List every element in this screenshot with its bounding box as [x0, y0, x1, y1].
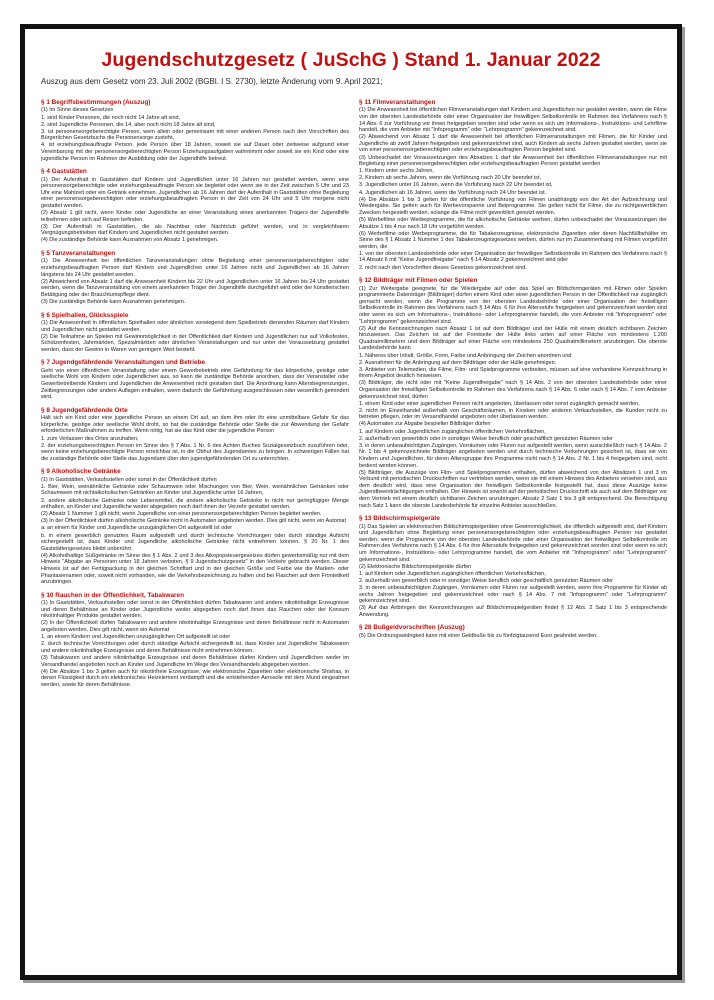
section-paragraph: (5) Bildträger, die Auszüge von Film- und Spielprogrammen enthalten, dürfen abweichend von den Absätzen 1 und 3 im Verbund mit periodischen Druckschriften nur vertrieben werden, wenn sie mit einem Hinweis des Anbieters versehen sind, aus dem deutlich wird, dass eine Organisation der freiwilligen Selbstkontrolle festgestellt hat, dass diese Auszüge keine Jugendbeeinträchtigungen enthalten. Der Hinweis ist sowohl auf der periodischen Druckschrift als auch auf dem Bildträger vor dem Vertrieb mit einem deutlich sichtbaren Zeichen anzubringen. Absatz 2 Satz 1 bis 3 gilt entsprechend. Die Berechtigung nach Satz 1 kann die oberste Landesbehörde für einzelne Anbieter ausschließen. [359, 469, 667, 509]
section-paragraph: 2. andere alkoholische Getränke oder Lebensmittel, die andere alkoholische Getränke in nicht nur geringfügiger Menge enthalten, an Kinder und Jugendliche weder abgegeben noch darf ihnen der Verzehr gestattet werden. [41, 497, 349, 511]
section-paragraph: (2) Abweichend von Absatz 1 darf die Anwesenheit Kindern bis 22 Uhr und Jugendlichen unter 16 Jahren bis 24 Uhr gestattet werden, wenn die Tanzveranstaltung von einem anerkannten Träger der Jugendhilfe durchgeführt wird oder der künstlerischen Betätigung oder der Brauchtumspflege dient. [41, 278, 349, 298]
section-paragraph: Hält sich ein Kind oder eine jugendliche Person an einem Ort auf, an dem ihm oder ihr eine unmittelbare Gefahr für das körperliche, geistige oder seelische Wohl droht, so hat die zuständige Behörde oder Stelle die zur Abwendung der Gefahr erforderlichen Maßnahmen zu treffen. Wenn nötig, hat sie das Kind oder die jugendliche Person [41, 415, 349, 435]
poster-title: Jugendschutzgesetz ( JuSchG ) Stand 1. Januar 2022 [101, 49, 601, 71]
text-columns [41, 99, 667, 969]
law-section [41, 592, 349, 689]
section-heading: § 1 Begriffsbestimmungen (Auszug) [41, 99, 151, 106]
section-paragraph: (1) Die Anwesenheit bei öffentlichen Filmveranstaltungen darf Kindern und Jugendlichen nur gestattet werden, wenn die Filme von der obersten Landesbehörde oder einer Organisation der freiwilligen Selbstkontrolle im Rahmen des Verfahrens nach § 14 Abs. 6 zur Vorführung vor ihnen freigegeben worden sind oder wenn es sich um Informations-, Instruktions- und Lehrfilme handelt, die vom Anbieter mit "Infoprogramm" oder "Lehrprogramm" gekennzeichnet sind. [359, 107, 667, 134]
section-paragraph: 4. Jugendlichen ab 16 Jahren, wenn die Vorführung nach 24 Uhr beendet ist. [359, 189, 547, 196]
section-paragraph: 2. durch technische Vorrichtungen oder durch ständige Aufsicht sichergestellt ist, dass Kinder und Jugendliche Tabakwaren und andere nikotinhaltige Erzeugnisse und deren Behältnisse nicht entnehmen können. [41, 641, 349, 654]
section-paragraph: (1) In Gaststätten, Verkaufsstellen oder sonst in der Öffentlichkeit dürfen [41, 476, 217, 483]
section-paragraph: (3) Der Aufenthalt in Gaststätten, die als Nachtbar oder Nachtclub geführt werden, und in vergleichbaren Vergnügungsbetrieben darf Kindern und Jugendlichen nicht gestattet werden. [41, 223, 349, 237]
section-paragraph: 1. auf Kindern oder Jugendlichen zugänglichen öffentlichen Verkehrsflächen, [359, 428, 546, 435]
section-paragraph: 3. in deren unbeaufsichtigten Zugängen, Vorräumen oder Fluren nur aufgestellt werden, wenn ihre Programme für Kinder ab sechs Jahren freigegeben und gekennzeichnet oder nach § 14 Abs. 7 mit "Infoprogramm" oder "Lehrprogramm" gekennzeichnet sind. [359, 584, 667, 605]
section-paragraph: 3. in deren unbeaufsichtigten Zugängen, Vorräumen oder Fluren nur aufgestellt werden, wenn ausschließlich nach § 14 Abs. 2 Nr. 1 bis 4 gekennzeichnete Bildträger angeboten werden und durch technische Vorkehrungen gesichert ist, dass sie von Kindern und Jugendlichen, für deren Altersgruppe ihre Programme nicht nach § 14 Abs. 2 Nr. 1 bis 4 freigegeben sind, nicht bedient werden können. [359, 442, 667, 469]
section-paragraph: (1) Die Anwesenheit bei öffentlichen Tanzveranstaltungen ohne Begleitung einer personensorgeberechtigten oder erziehungsbeauftragten Person darf Kindern und Jugendlichen unter 16 Jahren nicht und Jugendlichen ab 16 Jahren längstens bis 24 Uhr gestattet werden. [41, 258, 349, 278]
section-paragraph: (4) Alkoholhaltige Süßgetränke im Sinne des § 1 Abs. 2 und 3 des Alkopopsteuergesetzes dürfen gewerbsmäßig nur mit dem Hinweis "Abgabe an Personen unter 18 Jahren verboten, § 9 Jugendschutzgesetz" in den Verkehr gebracht werden. Dieser Hinweis ist auf der Fertigpackung in der gleichen Schriftart und in der gleichen Größe und Farbe wie die Marken- oder Phantasienamen oder, soweit nicht vorhanden, wie die Verkehrsbezeichnung zu halten und bei Flaschen auf dem Frontetikett anzubringen. [41, 552, 349, 586]
law-section [359, 277, 667, 509]
law-section [41, 99, 349, 162]
section-heading: § 28 Bußgeldvorschriften (Auszug) [359, 624, 465, 632]
law-section [41, 468, 349, 585]
section-paragraph: (2) Abweichend von Absatz 1 darf die Anwesenheit bei öffentlichen Filmveranstaltungen mit Filmen, die für Kinder und Jugendliche ab zwölf Jahren freigegeben und gekennzeichnet sind, auch Kindern ab sechs Jahren gestattet werden, wenn sie von einer personensorgeberechtigten oder erziehungsbeauftragten Person begleitet sind. [359, 134, 667, 154]
section-paragraph: (1) Zur Weitergabe geeignete, für die Wiedergabe auf oder das Spiel an Bildschirmgeräten mit Filmen oder Spielen programmierte Datenträger (Bildträger) dürfen einem Kind oder einer jugendlichen Person in der Öffentlichkeit nur zugänglich gemacht werden, wenn die Programme von der obersten Landesbehörde oder einer Organisation der freiwilligen Selbstkontrolle im Rahmen des Verfahrens nach § 14 Abs. 6 für ihre Altersstufe freigegeben und gekennzeichnet worden sind oder wenn es sich um Informations-, Instruktions- oder Lehrprogramme handelt, die vom Anbieter mit "Infoprogramm" oder "Lehrprogramm" gekennzeichnet sind. [359, 285, 667, 325]
section-paragraph: (5) Die Ordnungswidrigkeit kann mit einer Geldbuße bis zu fünfzigtausend Euro geahndet werden. [359, 632, 598, 639]
section-paragraph: (1) Im Sinne dieses Gesetzes [41, 107, 114, 114]
section-heading: § 6 Spielhallen, Glücksspiele [41, 311, 129, 319]
section-paragraph: (4) Die Absätze 1 bis 3 gelten auch für nikotinfreie Erzeugnisse, wie elektronische Zigaretten oder elektronische Shishas, in denen Flüssigkeit durch ein elektronisches Heizelement verdampft und die entstehenden Aerosole mit dem Mund eingeatmet werden, sowie für deren Behältnisse. [41, 668, 349, 688]
left-column [41, 99, 349, 969]
section-paragraph: (3) Auf das Anbringen der Kennzeichnungen auf Bildschirmspielgeräten findet § 12 Abs. 2 Satz 1 bis 3 entsprechende Anwendung. [359, 605, 667, 618]
section-paragraph: (1) Die Anwesenheit in öffentlichen Spielhallen oder ähnlichen vorwiegend dem Spielbetrieb dienenden Räumen darf Kindern und Jugendlichen nicht gestattet werden. [41, 319, 349, 333]
section-paragraph: (1) Das Spielen an elektronischen Bildschirmspielgeräten ohne Gewinnmöglichkeit, die öffentlich aufgestellt sind, darf Kindern und Jugendlichen ohne Begleitung einer personensorgeberechtigten oder erziehungsbeauftragten Person nur gestattet werden, wenn die Programme von der obersten Landesbehörde oder einer Organisation der freiwilligen Selbstkontrolle im Rahmen des Verfahrens nach § 14 Abs. 6 für ihre Altersstufe freigegeben und gekennzeichnet worden sind oder wenn es sich um Informations-, Instruktions- oder Lehrprogramme handelt, die vom Anbieter mit "Infoprogramm" oder "Lehrprogramm" gekennzeichnet sind. [359, 523, 667, 563]
section-paragraph: 2. nicht nach den Vorschriften dieses Gesetzes gekennzeichnet sind. [359, 264, 527, 271]
section-paragraph: (2) Die Teilnahme an Spielen mit Gewinnmöglichkeit in der Öffentlichkeit darf Kindern und Jugendlichen nur auf Volksfesten, Schützenfesten, Jahrmärkten, Spezialmärkten oder ähnlichen Veranstaltungen und nur unter der Voraussetzung gestattet werden, dass der Gewinn in Waren von geringem Wert besteht. [41, 333, 349, 353]
right-column [359, 99, 667, 969]
section-paragraph: (5) Werbefilme oder Werbeprogramme, die für alkoholische Getränke werben, dürfen unbeschadet der Voraussetzungen der Absätze 1 bis 4 nur nach 18 Uhr vorgeführt werden. [359, 216, 667, 230]
law-section [359, 624, 667, 639]
law-section [41, 407, 349, 463]
section-paragraph: 2. außerhalb von gewerblich oder in sonstiger Weise beruflich oder geschäftlich genutzten Räumen oder [359, 435, 613, 442]
section-paragraph: 1. Kindern unter sechs Jahren, [359, 168, 434, 175]
section-paragraph: 1. Bier, Wein, weinähnliche Getränke oder Schaumwein oder Mischungen von Bier, Wein, weinähnlichen Getränken oder Schaumwein mit nichtalkoholischen Getränken an Kinder und Jugendliche unter 16 Jahren, [41, 483, 349, 497]
section-paragraph: b. in einem gewerblich genutzten Raum aufgestellt und durch technische Vorrichtungen oder durch ständige Aufsicht sichergestellt ist, dass Kinder und Jugendliche alkoholische Getränke nicht entnehmen können. § 20 Nr. 1 des Gaststättengesetzes bleibt unberührt. [41, 532, 349, 552]
section-paragraph: (3) Bildträger, die nicht oder mit "Keine Jugendfreigabe" nach § 14 Abs. 2 von der obersten Landesbehörde oder einer Organisation der freiwilligen Selbstkontrolle im Rahmen des Verfahrens nach § 14 Abs. 6 oder nach § 14 Abs. 7 vom Anbieter gekennzeichnet sind, dürfen [359, 380, 667, 400]
law-section [41, 250, 349, 306]
law-section [41, 312, 349, 354]
section-paragraph: 1. sind Kinder Personen, die noch nicht 14 Jahre alt sind, [41, 114, 181, 121]
section-paragraph: (4) Die Absätze 1 bis 3 gelten für die öffentliche Vorführung von Filmen unabhängig von der Art der Aufzeichnung und Wiedergabe. Sie gelten auch für Werbevorspanne und Beiprogramme. Sie gelten nicht für Filme, die zu nichtgewerblichen Zwecken hergestellt werden, solange die Filme nicht gewerblich genutzt werden. [359, 196, 667, 216]
section-paragraph: (4) Automaten zur Abgabe bespielter Bildträger dürfen [359, 421, 491, 428]
section-paragraph: 2. sind Jugendliche Personen, die 14, aber noch nicht 18 Jahre alt sind, [41, 121, 216, 128]
section-paragraph: 2. Kindern ab sechs Jahren, wenn die Vorführung nach 20 Uhr beendet ist, [359, 175, 541, 182]
section-heading: § 11 Filmveranstaltungen [359, 99, 436, 106]
law-section [41, 168, 349, 244]
section-paragraph: (2) In der Öffentlichkeit dürfen Tabakwaren und andere nikotinhaltige Erzeugnisse und deren Behältnisse nicht in Automaten angeboten werden. Dies gilt nicht, wenn ein Automat [41, 620, 349, 634]
section-paragraph: 1. an einem Kindern und Jugendlichen unzugänglichen Ort aufgestellt ist oder [41, 634, 231, 641]
section-heading: § 9 Alkoholische Getränke [41, 468, 121, 476]
law-section [41, 359, 349, 400]
section-paragraph: (3) Die zuständige Behörde kann Ausnahmen genehmigen. [41, 298, 186, 305]
section-heading: § 12 Bildträger mit Filmen oder Spielen [359, 277, 478, 285]
section-heading: § 4 Gaststätten [41, 168, 87, 176]
section-paragraph: 2. außerhalb von gewerblich oder in sonstiger Weise beruflich oder geschäftlich genutzten Räumen oder [359, 577, 613, 584]
section-paragraph: 4. ist erziehungsbeauftragte Person, jede Person über 18 Jahren, soweit sie auf Dauer oder zeitweise aufgrund einer Vereinbarung mit der personensorgeberechtigten Person Erziehungsaufgaben wahrnimmt oder soweit sie ein Kind oder eine jugendliche Person im Rahmen der Ausbildung oder der Jugendhilfe betreut. [41, 142, 349, 162]
section-paragraph: a. an einem für Kinder und Jugendliche unzugänglichen Ort aufgestellt ist oder [41, 525, 233, 532]
section-paragraph: 1. auf Kindern oder Jugendlichen zugänglichen öffentlichen Verkehrsflächen, [359, 570, 546, 577]
section-paragraph: 2. nicht im Einzelhandel außerhalb von Geschäftsräumen, in Kiosken oder anderen Verkaufsstellen, die Kunden nicht zu betreten pflegen, oder im Versandhandel angeboten oder überlassen werden. [359, 407, 667, 421]
section-paragraph: 3. Anbieter von Telemedien, die Filme, Film- und Spielprogramme verbreiten, müssen auf eine vorhandene Kennzeichnung in ihrem Angebot deutlich hinweisen. [359, 366, 667, 380]
section-paragraph: (1) In Gaststätten, Verkaufsstellen oder sonst in der Öffentlichkeit dürfen Tabakwaren und andere nikotinhaltige Erzeugnisse und deren Behältnisse an Kinder oder Jugendliche weder abgegeben noch darf ihnen das Rauchen oder der Konsum nikotinhaltiger Produkte gestattet werden. [41, 600, 349, 620]
section-heading: § 5 Tanzveranstaltungen [41, 250, 116, 257]
section-heading: § 7 Jugendgefährdende Veranstaltungen und Betriebe [41, 359, 206, 367]
section-heading: § 10 Rauchen in der Öffentlichkeit, Tabakwaren [41, 591, 185, 599]
section-paragraph: (2) Elektronische Bildschirmspielgeräte dürfen [359, 563, 472, 570]
law-section [359, 515, 667, 618]
law-poster [20, 24, 682, 980]
law-section [359, 99, 667, 271]
section-heading: § 8 Jugendgefährdende Orte [41, 406, 128, 414]
section-paragraph: (4) Die zuständige Behörde kann Ausnahmen von Absatz 1 genehmigen. [41, 237, 219, 244]
section-paragraph: 1. einem Kind oder einer jugendlichen Person nicht angeboten, überlassen oder sonst zugänglich gemacht werden, [359, 400, 640, 407]
section-paragraph: (1) Der Aufenthalt in Gaststätten darf Kindern und Jugendlichen unter 16 Jahren nur gestattet werden, wenn eine personensorgeberechtigte oder erziehungsbeauftragte Person sie begleitet oder wenn sie in der Zeit zwischen 5 Uhr und 23 Uhr eine Mahlzeit oder ein Getränk einnehmen. Jugendlichen ab 16 Jahren darf der Aufenthalt in Gaststätten ohne Begleitung einer personensorgeberechtigten oder erziehungsbeauftragten Person in der Zeit von 24 Uhr und 5 Uhr morgens nicht gestattet werden. [41, 176, 349, 209]
section-paragraph: (3) In der Öffentlichkeit dürfen alkoholische Getränke nicht in Automaten angeboten werden. Dies gilt nicht, wenn ein Automat [41, 518, 347, 525]
section-paragraph: (2) Absatz 1 Nummer 1 gilt nicht, wenn Jugendliche von einer personensorgeberechtigten Person begleitet werden. [41, 511, 322, 518]
section-paragraph: (6) Werbefilme oder Werbeprogramme, die für Tabakerzeugnisse, elektronische Zigaretten oder deren Nachfüllbehälter im Sinne des § 1 Absatz 1 Nummer 1 des Tabakerzeugnisgesetzes werben, dürfen nur im Zusammenhang mit Filmen vorgeführt werden, die [359, 230, 667, 250]
section-paragraph: (3) Unbeschadet der Voraussetzungen des Absatzes 1 darf die Anwesenheit bei öffentlichen Filmveranstaltungen nur mit Begleitung einer personensorgeberechtigten oder erziehungsbeauftragten Person gestattet werden [359, 154, 667, 168]
section-paragraph: 1. zum Verlassen des Ortes anzuhalten, [41, 435, 139, 442]
section-heading: § 13 Bildschirmspielgeräte [359, 515, 440, 523]
section-paragraph: 3. ist personensorgeberechtigte Person, wem allein oder gemeinsam mit einer anderen Person nach den Vorschriften des Bürgerlichen Gesetzbuchs die Personensorge zusteht, [41, 128, 349, 142]
section-paragraph: 3. Jugendlichen unter 16 Jahren, wenn die Vorführung nach 22 Uhr beendet ist, [359, 182, 553, 189]
section-paragraph: (2) Auf die Kennzeichnungen nach Absatz 1 ist auf dem Bildträger und der Hülle mit einem deutlich sichtbaren Zeichen hinzuweisen. Das Zeichen ist auf der Frontseite der Hülle links unten auf einer Fläche von mindestens 1.200 Quadratmillimetern und dem Bildträger auf einer Fläche von mindestens 250 Quadratmillimetern anzubringen. Die oberste Landesbehörde kann [359, 325, 667, 352]
section-paragraph: 1. Näheres über Inhalt, Größe, Form, Farbe und Anbringung der Zeichen anordnen und [359, 352, 572, 359]
section-paragraph: 2. der erziehungsberechtigten Person im Sinne des § 7 Abs. 1 Nr. 6 des Achten Buches Sozialgesetzbuch zuzuführen oder, wenn keine erziehungsberechtigte Person erreichbar ist, in die Obhut des Jugendamtes zu bringen. In schwierigen Fällen hat die zuständige Behörde oder Stelle das Jugendamt über den jugendgefährdenden Ort zu unterrichten. [41, 442, 349, 462]
poster-subtitle: Auszug aus dem Gesetz vom 23. Juli 2002 (BGBl. I S. 2730), letzte Änderung vom 9. April 2021; [41, 77, 383, 86]
section-paragraph: (2) Absatz 1 gilt nicht, wenn Kinder oder Jugendliche an einer Veranstaltung eines anerkannten Trägers der Jugendhilfe teilnehmen oder sich auf Reisen befinden. [41, 210, 349, 223]
section-paragraph: 2. Ausnahmen für die Anbringung auf dem Bildträger oder der Hülle genehmigen. [359, 359, 557, 366]
section-paragraph: 1. von der obersten Landesbehörde oder einer Organisation der freiwilligen Selbstkontrolle im Rahmen des Verfahrens nach § 14 Absatz 6 mit "Keine Jugendfreigabe" nach § 14 Absatz 2 gekennzeichnet sind oder [359, 250, 667, 264]
section-paragraph: Geht von einer öffentlichen Veranstaltung oder einem Gewerbebetrieb eine Gefährdung für das körperliche, geistige oder seelische Wohl von Kindern oder Jugendlichen aus, so kann die zuständige Behörde anordnen, dass der Veranstalter oder Gewerbetreibende Kindern und Jugendlichen die Anwesenheit nicht gestatten darf. Die Anordnung kann Altersbegrenzungen, Zeitbegrenzungen oder andere Auflagen enthalten, wenn dadurch die Gefährdung ausgeschlossen oder wesentlich gemindert wird. [41, 367, 349, 401]
section-paragraph: (3) Tabakwaren und andere nikotinhaltige Erzeugnisse und deren Behältnisse dürfen Kindern und Jugendlichen weder im Versandhandel angeboten noch an Kinder und Jugendliche im Wege des Versandhandels abgegeben werden. [41, 654, 349, 668]
